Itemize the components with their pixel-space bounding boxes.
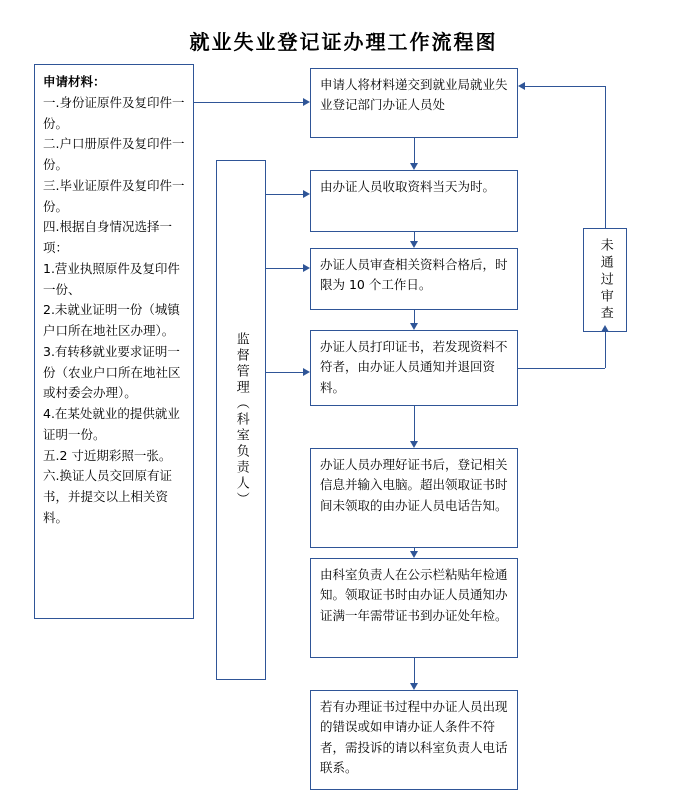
flow-step-5-text: 办证人员办理好证书后，登记相关信息并输入电脑。超出领取证书时间未领取的由办证人员电话告知。 — [320, 457, 508, 513]
review-failed-box — [583, 228, 627, 332]
materials-box — [34, 64, 194, 619]
connector-step4-to-step5-arrowhead — [410, 441, 418, 448]
flow-step-6-text: 由科室负责人在公示栏粘贴年检通知。领取证书时由办证人员通知办证满一年需带证书到办证处年检。 — [320, 567, 508, 623]
review-failed-label: 未通过审查 — [597, 237, 613, 323]
connector-materials-to-step1-arrowhead — [303, 98, 310, 106]
supervision-box — [216, 160, 266, 680]
flow-step-4-text: 办证人员打印证书，若发现资料不符者，由办证人员通知并退回资料。 — [320, 339, 508, 395]
connector-step4-to-step5 — [414, 406, 415, 441]
connector-step1-to-step2 — [414, 138, 415, 163]
connector-step3-to-step4-arrowhead — [410, 323, 418, 330]
connector-step4-to-review-failed-vertical — [605, 332, 606, 368]
flow-step-7 — [310, 690, 518, 790]
materials-line-9: 五.2 寸近期彩照一张。 — [43, 447, 172, 463]
connector-review-failed-to-step1-horizontal — [525, 86, 605, 87]
materials-line-8: 4.在某处就业的提供就业证明一份。 — [43, 406, 180, 442]
connector-step4-to-review-failed — [518, 368, 605, 369]
connector-supervision-to-step3 — [266, 268, 303, 269]
flow-step-4 — [310, 330, 518, 406]
connector-step1-to-step2-arrowhead — [410, 163, 418, 170]
connector-materials-to-step1 — [194, 102, 303, 103]
connector-step6-to-step7 — [414, 658, 415, 683]
materials-line-5: 1.营业执照原件及复印件一份、 — [43, 260, 180, 297]
flow-step-5 — [310, 448, 518, 548]
connector-step6-to-step7-arrowhead — [410, 683, 418, 690]
connector-step4-to-review-failed-arrowhead — [601, 325, 609, 332]
connector-supervision-to-step3-arrowhead — [303, 264, 310, 272]
materials-line-1: 一.身份证原件及复印件一份。 — [43, 94, 185, 131]
connector-review-failed-to-step1-vertical — [605, 86, 606, 228]
flow-step-2 — [310, 170, 518, 232]
connector-review-failed-to-step1-arrowhead — [518, 82, 525, 90]
connector-supervision-to-step2 — [266, 194, 303, 195]
materials-line-2: 二.户口册原件及复印件一份。 — [43, 136, 185, 172]
connector-step2-to-step3 — [414, 232, 415, 241]
flow-step-3 — [310, 248, 518, 310]
connector-supervision-to-step4 — [266, 372, 303, 373]
materials-line-7: 3.有转移就业要求证明一份（农业户口所在地社区或村委会办理）。 — [43, 343, 181, 401]
supervision-label: 监督管理（科室负责人） — [233, 332, 249, 508]
flow-step-1 — [310, 68, 518, 138]
materials-line-10: 六.换证人员交回原有证书，并提交以上相关资料。 — [43, 468, 172, 525]
materials-heading: 申请材料： — [43, 74, 106, 89]
flow-step-3-text: 办证人员审查相关资料合格后，时限为 10 个工作日。 — [320, 257, 508, 293]
page-title: 就业失业登记证办理工作流程图 — [189, 30, 498, 54]
connector-supervision-to-step2-arrowhead — [303, 190, 310, 198]
materials-line-6: 2.未就业证明一份（城镇户口所在地社区办理）。 — [43, 302, 180, 338]
materials-line-4: 四.根据自身情况选择一项： — [43, 219, 172, 255]
connector-step3-to-step4 — [414, 310, 415, 323]
materials-line-3: 三.毕业证原件及复印件一份。 — [43, 177, 185, 214]
flow-step-6 — [310, 558, 518, 658]
connector-step2-to-step3-arrowhead — [410, 241, 418, 248]
connector-supervision-to-step4-arrowhead — [303, 368, 310, 376]
flow-step-1-text: 申请人将材料递交到就业局就业失业登记部门办证人员处 — [320, 77, 508, 113]
flow-step-2-text: 由办证人员收取资料当天为时。 — [320, 179, 496, 194]
connector-step5-to-step6-arrowhead — [410, 551, 418, 558]
flow-step-7-text: 若有办理证书过程中办证人员出现的错误或如申请办证人条件不符者，需投诉的请以科室负责人电话联系。 — [320, 699, 508, 775]
